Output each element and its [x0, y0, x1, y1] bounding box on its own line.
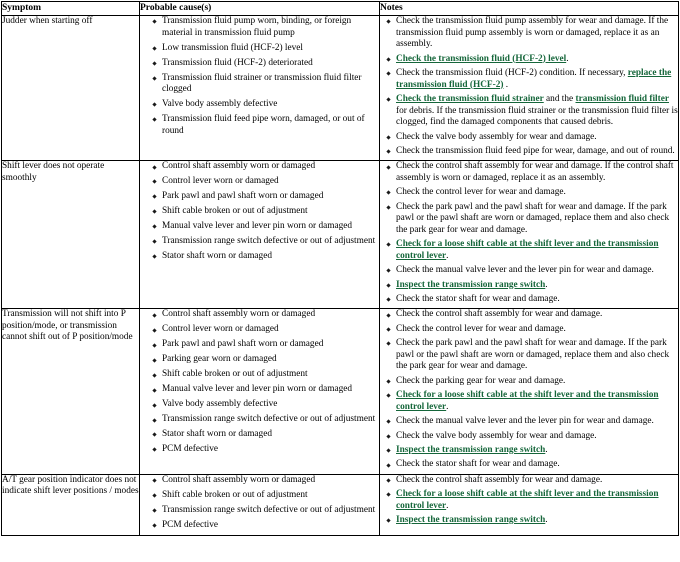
notes-cell [380, 161, 679, 309]
note-item [396, 280, 678, 292]
note-link[interactable]: Check for a loose shift cable at the shift lever and the transmission control lever [396, 489, 659, 511]
note-item [396, 431, 678, 443]
probable-cause-item: PCM defective [162, 444, 379, 456]
note-item [396, 338, 678, 373]
table-body [2, 16, 679, 536]
notes-list [380, 309, 678, 471]
probable-cause-item: Transmission fluid (HCF-2) deteriorated [162, 58, 379, 70]
table-header [2, 2, 679, 16]
note-text: Check the transmission fluid (HCF-2) condition. If necessary, [396, 67, 628, 78]
note-text: Check the control shaft assembly for wear and damage. If the control shaft assembly is worn or damaged, replace it as an assembly. [396, 161, 674, 183]
note-item [396, 265, 678, 277]
note-link[interactable]: Check for a loose shift cable at the shift lever and the transmission control lever [396, 390, 659, 412]
probable-cause-item: Park pawl and pawl shaft worn or damaged [162, 191, 379, 203]
note-text: Check the park pawl and the pawl shaft for wear and damage. If the park pawl or the pawl shaft are worn or damaged, replace them and also check the park gear for wear and damage. [396, 201, 670, 235]
probable-cause-item: Stator shaft worn or damaged [162, 251, 379, 263]
note-link[interactable]: Inspect the transmission range switch [396, 444, 546, 455]
probable-cause-item: Control shaft assembly worn or damaged [162, 161, 379, 173]
symptom-text: Transmission will not shift into P position/mode, or transmission cannot shift out of P position/mode [2, 309, 133, 343]
note-link[interactable]: Inspect the transmission range switch [396, 279, 546, 290]
note-text: Check the stator shaft for wear and damage. [396, 459, 560, 470]
note-text: Check the stator shaft for wear and damage. [396, 294, 560, 305]
column-header-notes: Notes [380, 2, 679, 16]
note-text: Check the control lever for wear and damage. [396, 187, 566, 198]
note-item [396, 202, 678, 237]
note-text: for debris. If the transmission fluid strainer or the transmission fluid filter is clogged, find the damaged components that caused debris. [396, 105, 678, 128]
probable-cause-cell [140, 309, 380, 474]
probable-cause-list [140, 309, 379, 455]
column-header-symptom: Symptom [2, 2, 140, 16]
note-text: Check the parking gear for wear and damage. [396, 375, 566, 386]
probable-cause-item: Manual valve lever and lever pin worn or damaged [162, 221, 379, 233]
probable-cause-item: Transmission fluid strainer or transmission fluid filter clogged [162, 73, 379, 96]
note-link[interactable]: Check the transmission fluid strainer [396, 93, 544, 104]
table-row [2, 474, 679, 535]
note-link[interactable]: Check the transmission fluid (HCF-2) level [396, 53, 567, 64]
note-text: Check the transmission fluid pump assembly for wear and damage. If the transmission fluid pump assembly is worn or damaged, replace it as an assembly. [396, 16, 669, 50]
note-item [396, 309, 678, 321]
probable-cause-item: PCM defective [162, 520, 379, 532]
note-item [396, 376, 678, 388]
note-text: . [446, 500, 449, 511]
probable-cause-cell [140, 16, 380, 161]
note-text: Check the valve body assembly for wear and damage. [396, 131, 597, 142]
probable-cause-cell [140, 474, 380, 535]
probable-cause-item: Park pawl and pawl shaft worn or damaged [162, 339, 379, 351]
probable-cause-list [140, 161, 379, 263]
probable-cause-item: Manual valve lever and lever pin worn or damaged [162, 384, 379, 396]
note-text: . [545, 515, 548, 526]
note-link[interactable]: Check for a loose shift cable at the shift lever and the transmission control lever [396, 239, 659, 261]
symptom-cell [2, 309, 140, 474]
probable-cause-item: Control shaft assembly worn or damaged [162, 309, 379, 321]
note-text: Check the control shaft assembly for wear and damage. [396, 309, 603, 320]
probable-cause-item: Transmission fluid pump worn, binding, or foreign material in transmission fluid pump [162, 16, 379, 39]
note-text: Check the park pawl and the pawl shaft for wear and damage. If the park pawl or the pawl shaft are worn or damaged, replace them and also check the park gear for wear and damage. [396, 338, 670, 372]
note-item [396, 68, 678, 91]
probable-cause-list [140, 16, 379, 137]
table-row [2, 16, 679, 161]
symptom-cell [2, 161, 140, 309]
probable-cause-item: Low transmission fluid (HCF-2) level [162, 43, 379, 55]
note-text: and the [543, 93, 576, 104]
probable-cause-item: Shift cable broken or out of adjustment [162, 490, 379, 502]
note-item [396, 16, 678, 51]
notes-cell [380, 474, 679, 535]
probable-cause-item: Control lever worn or damaged [162, 176, 379, 188]
column-header-probable-cause: Probable cause(s) [140, 2, 380, 16]
note-item [396, 475, 678, 487]
table-row [2, 161, 679, 309]
note-item [396, 294, 678, 306]
note-item [396, 94, 678, 129]
symptom-text: Judder when starting off [2, 16, 93, 26]
note-text: . [503, 79, 509, 90]
probable-cause-item: Transmission fluid feed pipe worn, damaged, or out of round [162, 114, 379, 137]
note-item [396, 187, 678, 199]
document-page [0, 1, 680, 562]
probable-cause-item: Stator shaft worn or damaged [162, 429, 379, 441]
note-text: . [545, 444, 548, 455]
symptom-text: Shift lever does not operate smoothly [2, 161, 105, 183]
symptom-text: A/T gear position indicator does not indicate shift lever positions / modes [2, 474, 139, 497]
table-row [2, 309, 679, 474]
note-item [396, 54, 678, 66]
note-text: Check the control lever for wear and damage. [396, 323, 566, 334]
probable-cause-item: Control lever worn or damaged [162, 324, 379, 336]
note-item [396, 161, 678, 184]
note-text: . [566, 53, 569, 64]
note-item [396, 239, 678, 262]
note-item [396, 146, 678, 158]
notes-cell [380, 309, 679, 474]
notes-list [380, 475, 678, 527]
probable-cause-item: Valve body assembly defective [162, 99, 379, 111]
probable-cause-item: Transmission range switch defective or out of adjustment [162, 236, 379, 248]
probable-cause-item: Transmission range switch defective or out of adjustment [162, 414, 379, 426]
probable-cause-list [140, 475, 379, 532]
note-item [396, 459, 678, 471]
note-text: Check the manual valve lever and the lever pin for wear and damage. [396, 265, 654, 276]
note-text: Check the transmission fluid feed pipe for wear, damage, and out of round. [396, 145, 675, 156]
probable-cause-item: Control shaft assembly worn or damaged [162, 475, 379, 487]
probable-cause-item: Shift cable broken or out of adjustment [162, 369, 379, 381]
header-row [2, 2, 679, 16]
probable-cause-item: Shift cable broken or out of adjustment [162, 206, 379, 218]
note-text: Check the valve body assembly for wear and damage. [396, 430, 597, 441]
note-text: . [545, 279, 548, 290]
probable-cause-item: Parking gear worn or damaged [162, 354, 379, 366]
note-text: . [446, 250, 449, 261]
note-link[interactable]: replace the transmission fluid (HCF-2) [396, 67, 672, 90]
note-link[interactable]: Inspect the transmission range switch [396, 515, 546, 526]
symptom-cell [2, 474, 140, 535]
note-link[interactable]: transmission fluid filter [575, 93, 669, 104]
note-item [396, 515, 678, 527]
note-text: Check the control shaft assembly for wear and damage. [396, 474, 603, 485]
probable-cause-cell [140, 161, 380, 309]
note-item [396, 390, 678, 413]
probable-cause-item: Transmission range switch defective or out of adjustment [162, 505, 379, 517]
symptom-troubleshooting-table [1, 1, 679, 536]
symptom-cell [2, 16, 140, 161]
note-text: Check the manual valve lever and the lever pin for wear and damage. [396, 416, 654, 427]
note-item [396, 324, 678, 336]
note-text: . [446, 401, 449, 412]
note-item [396, 445, 678, 457]
notes-list [380, 16, 678, 158]
note-item [396, 489, 678, 512]
notes-list [380, 161, 678, 305]
note-item [396, 132, 678, 144]
notes-cell [380, 16, 679, 161]
probable-cause-item: Valve body assembly defective [162, 399, 379, 411]
note-item [396, 416, 678, 428]
